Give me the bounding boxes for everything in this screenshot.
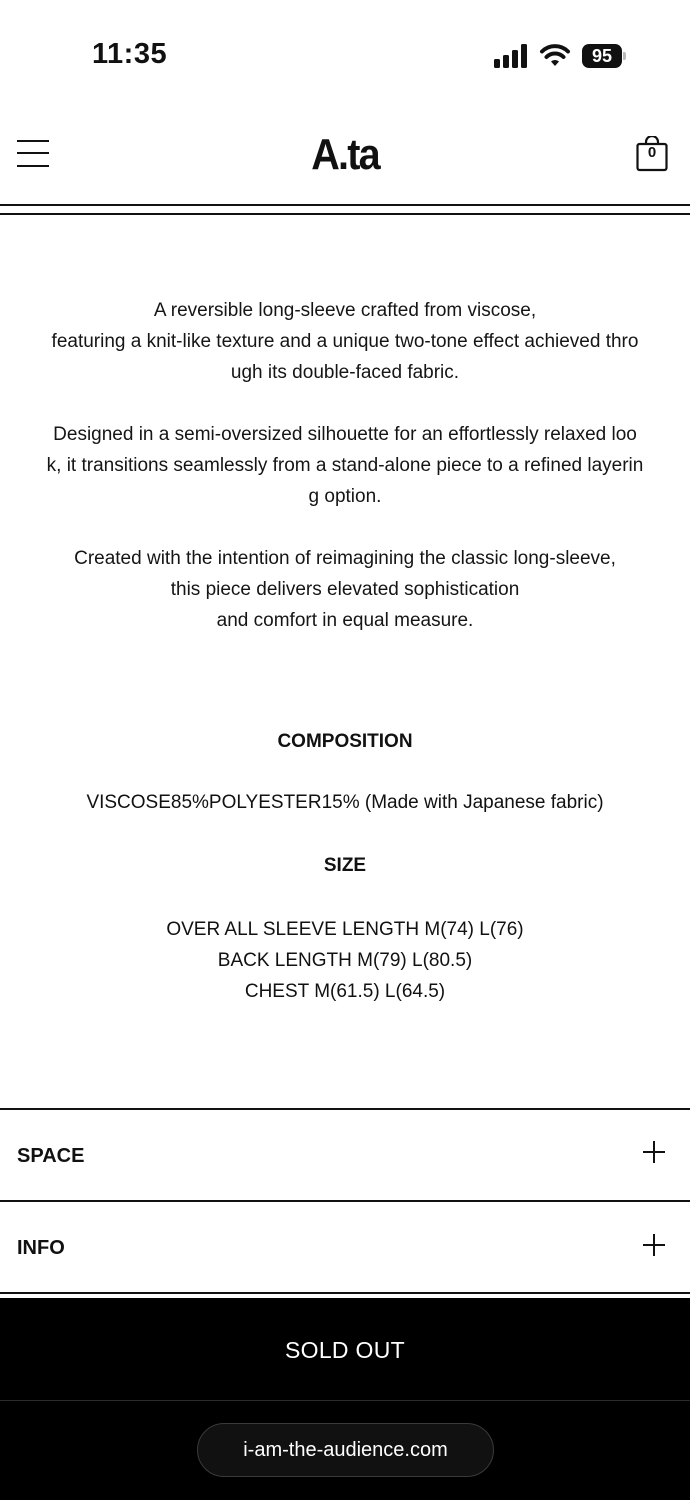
status-bar [0,0,690,110]
header-divider [0,204,690,206]
description-line: featuring a knit-like texture and a unique two-tone effect achieved thro [51,331,639,352]
site-header [0,110,690,216]
size-line: CHEST M(61.5) L(64.5) [244,981,446,1002]
description-line: Designed in a semi-oversized silhouette for an effortlessly relaxed loo [53,424,637,445]
header-divider [0,213,690,215]
accordion-info[interactable] [0,1202,690,1292]
description-line: Created with the intention of reimagining the classic long-sleeve, [74,548,616,569]
description-line: ugh its double-faced fabric. [230,362,460,383]
composition-title: COMPOSITION [277,731,413,752]
accordion-divider [0,1292,690,1294]
cart-icon[interactable] [636,136,668,172]
description-paragraph [0,295,690,388]
cart-count: 0 [647,144,657,161]
sold-out-button[interactable]: SOLD OUT [0,1298,690,1400]
description-line: g option. [308,486,382,507]
product-description [0,295,690,667]
accordion-space[interactable] [0,1110,690,1200]
plus-icon[interactable] [643,1141,665,1163]
url-bar[interactable]: i-am-the-audience.com [197,1423,494,1477]
battery-level: 95 [582,44,622,68]
description-paragraph [0,419,690,512]
battery-icon [582,44,626,68]
wifi-icon [539,42,571,68]
status-time: 11:35 [92,38,168,70]
browser-bar [0,1400,690,1500]
accordion-label: SPACE [17,1145,85,1167]
size-line: OVER ALL SLEEVE LENGTH M(74) L(76) [166,919,524,940]
signal-icon [494,44,530,68]
size-list [0,914,690,1007]
description-line: this piece delivers elevated sophistication [170,579,520,600]
size-line: BACK LENGTH M(79) L(80.5) [217,950,473,971]
description-line: A reversible long-sleeve crafted from viscose, [153,300,537,321]
description-line: k, it transitions seamlessly from a stand-alone piece to a refined layerin [46,455,644,476]
description-line: and comfort in equal measure. [216,610,474,631]
accordion-label: INFO [17,1237,65,1259]
size-title: SIZE [323,855,367,876]
plus-icon[interactable] [643,1234,665,1256]
brand-logo[interactable]: A.ta [311,130,379,179]
description-paragraph [0,543,690,636]
composition-value: VISCOSE85%POLYESTER15% (Made with Japanese fabric) [86,792,604,813]
